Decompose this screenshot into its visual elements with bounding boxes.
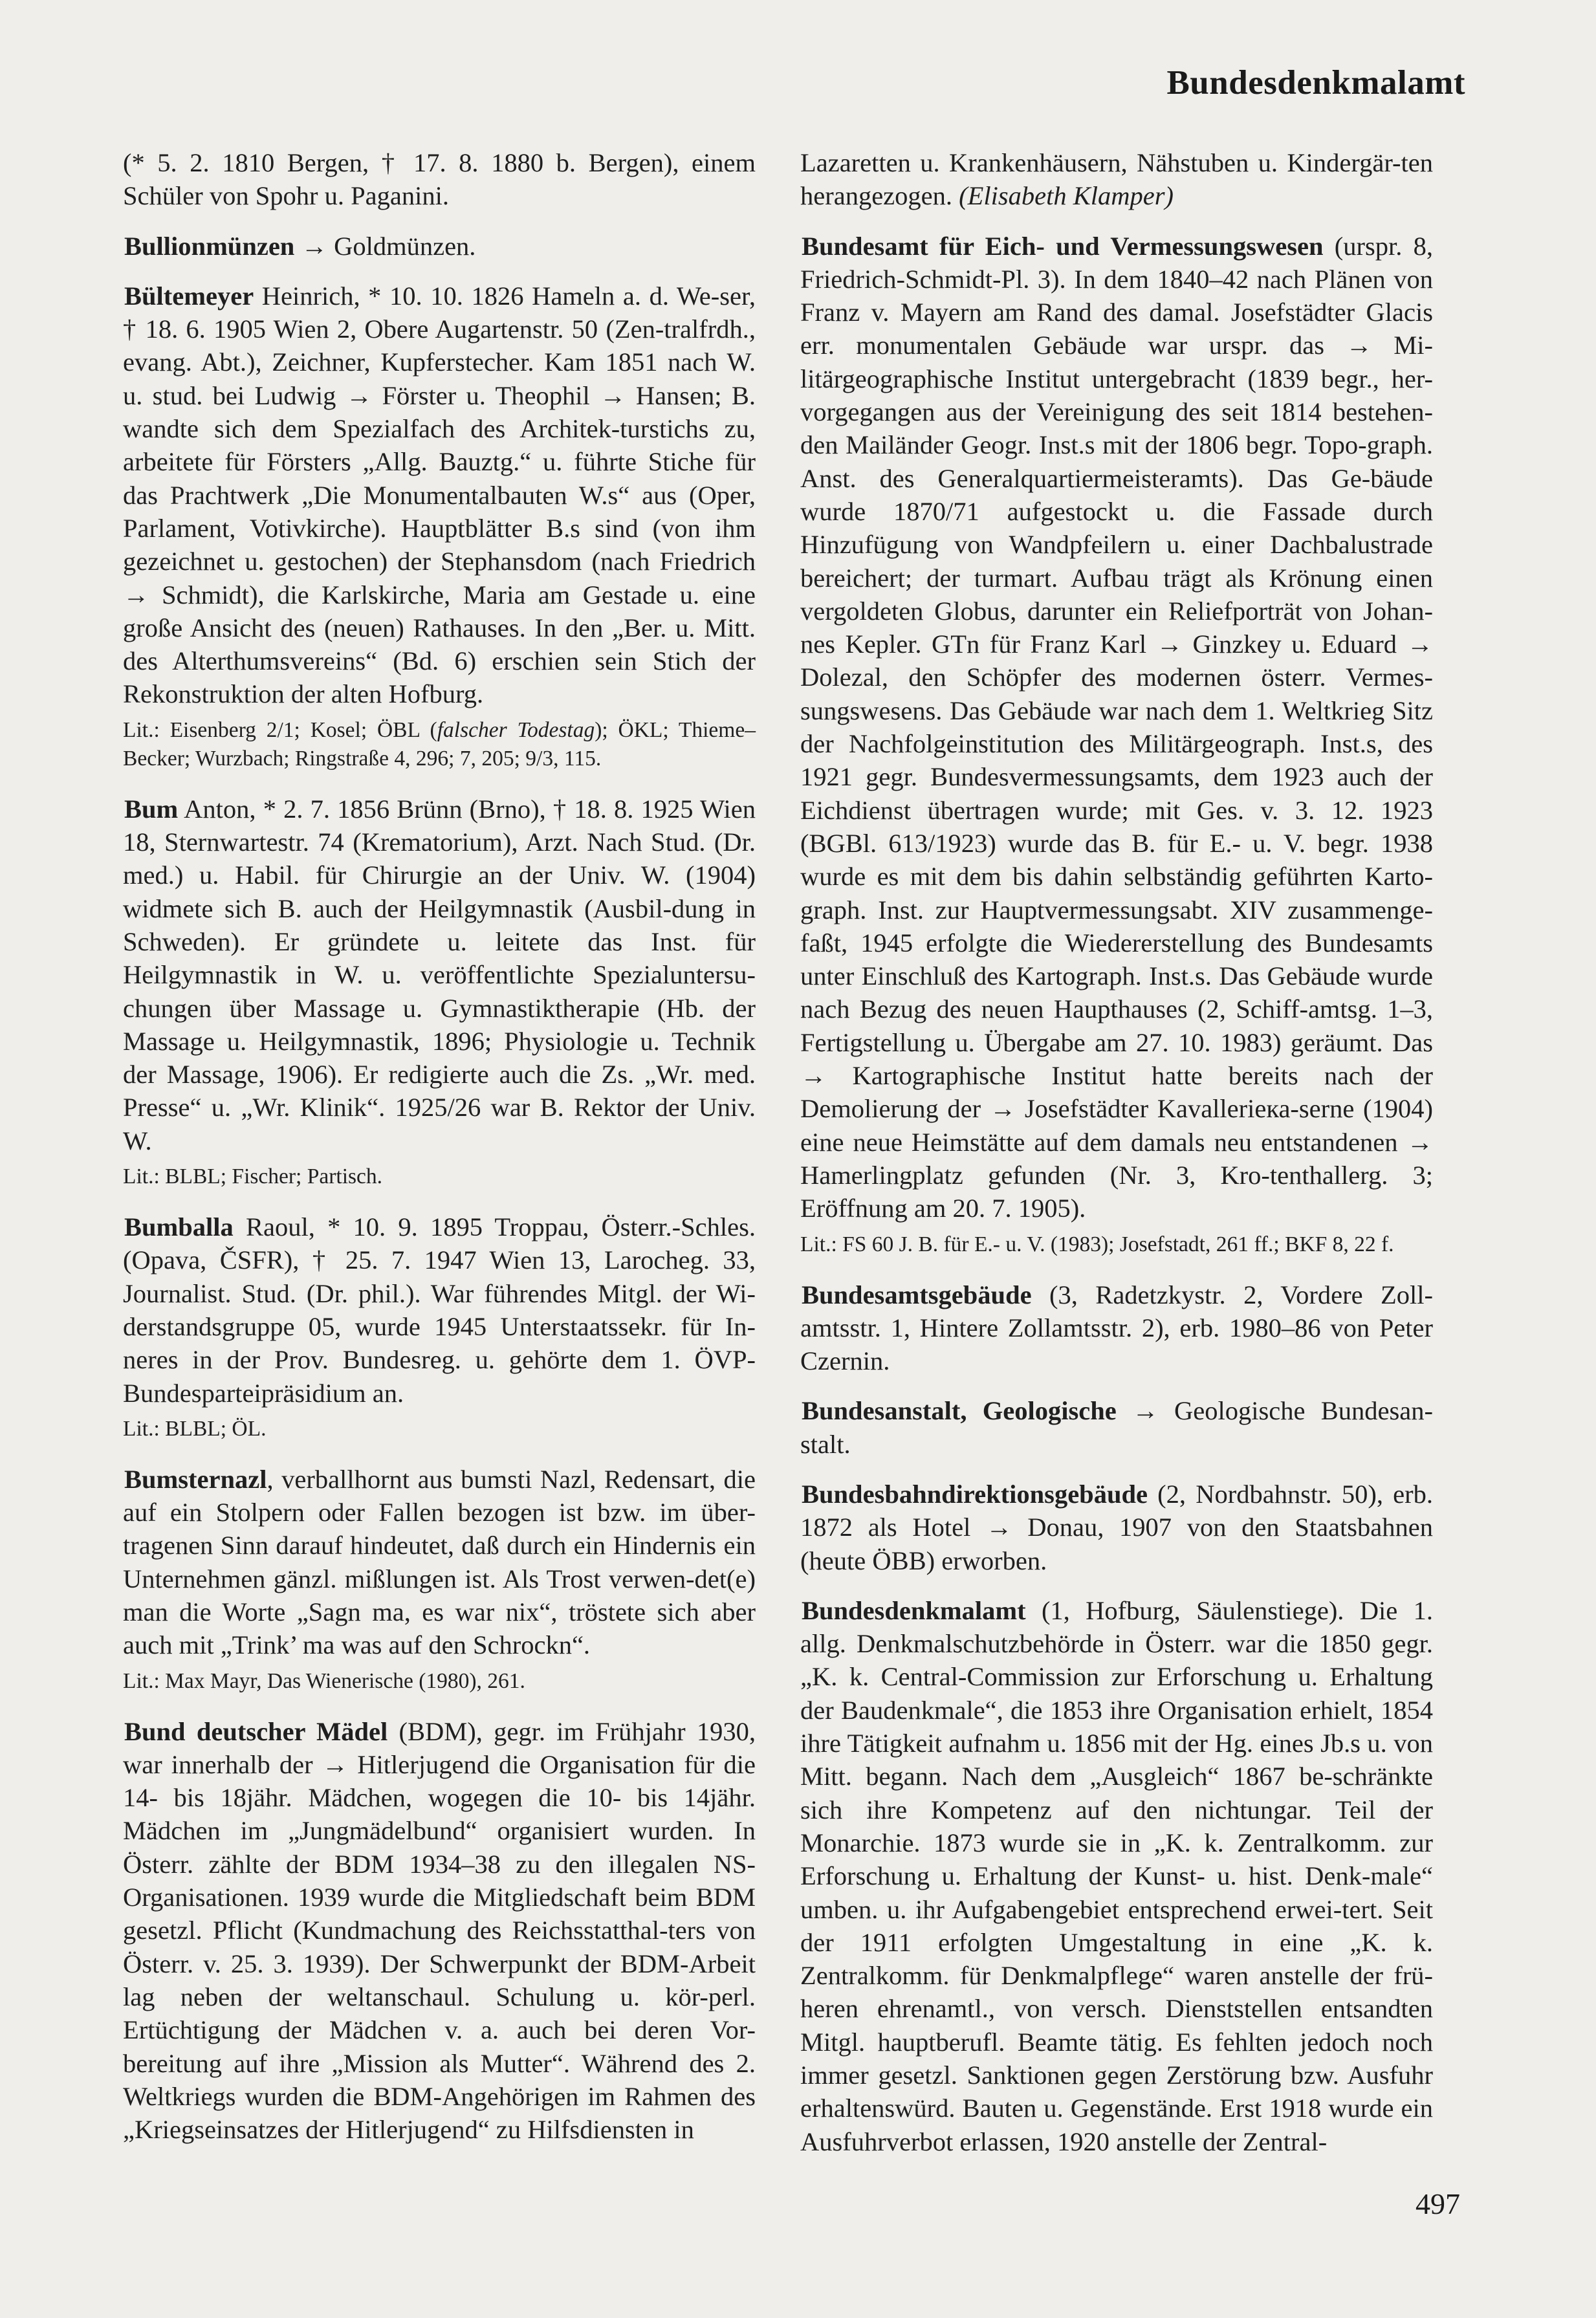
entry-bumballa <box>123 1210 756 1410</box>
headword: Bundesamtsgebäude <box>802 1280 1032 1309</box>
author-signature: (Elisabeth Klamper) <box>959 181 1174 211</box>
entry-bundesdenkmalamt <box>800 1594 1433 2158</box>
entry-bundesamtsgebaeude <box>800 1278 1433 1378</box>
entry-text: (urspr. 8, Friedrich-Schmidt-Pl. 3). In dem 1840–42 nach Plänen von Franz v. Mayern am Rand des damal. Josefstädter Glacis err. monumentalen Gebäude war urspr. das → Mi-litärgeographische Institut untergebracht (1839 begr., her-vorgegangen aus der Vereinigung des seit 1814 bestehen-den Mailänder Geogr. Inst.s mit der 1806 begr. Topo-graph. Anst. des Generalquartiermeisteramts). Das Ge-bäude wurde 1870/71 aufgestockt u. die Fassade durch Hinzufügung von Wandpfeilern u. einer Dachbalustrade bereichert; der turmart. Aufbau trägt als Krönung einen vergoldeten Globus, darunter ein Reliefporträt von Johan-nes Kepler. GTn für Franz Karl → Ginzkey u. Eduard → Dolezal, den Schöpfer des modernen österr. Vermes-sungswesens. Das Gebäude war nach dem 1. Weltkrieg Sitz der Nachfolgeinstitution des Militärgeograph. Inst.s, des 1921 gegr. Bundesvermessungsamts, dem 1923 auch der Eichdienst übertragen wurde; mit Ges. v. 3. 12. 1923 (BGBl. 613/1923) wurde das B. für E.- u. V. begr. 1938 wurde es mit dem bis dahin selbständig geführten Karto-graph. Inst. zur Hauptvermessungsabt. XIV zusammenge-faßt, 1945 erfolgte die Wiedererstellung des Bundesamts unter Einschluß des Kartograph. Inst.s. Das Gebäude wurde nach Bezug des neuen Haupthauses (2, Schiff-amtsg. 1–3, Fertigstellung u. Übergabe am 27. 10. 1983) geräumt. Das → Kartographische Institut hatte bereits nach der Demolierung der → Josefstädter Kavalleriека-serne (1904) eine neue Heimstätte auf dem damals neu entstandenen → Hamerlingplatz gefunden (Nr. 3, Kro-tenthallerg. 3; Eröffnung am 20. 7. 1905). <box>800 231 1433 1223</box>
entry-text: (1, Hofburg, Säulenstiege). Die 1. allg. Denkmalschutzbehörde in Österr. war die 1850 gegr. „K. k. Central-Commission zur Erforschung u. Erhaltung der Baudenkmale“, die 1853 ihre Organisation erhielt, 1854 ihre Tätigkeit aufnahm u. 1856 mit der Hg. eines Jb.s u. von Mitt. begann. Nach dem „Ausgleich“ 1867 be-schränkte sich ihre Kompetenz auf den nichtungar. Teil der Monarchie. 1873 wurde sie in „K. k. Zentralkomm. zur Erforschung u. Erhaltung der Kunst- u. hist. Denk-male“ umben. u. ihr Aufgabengebiet entsprechend erwei-tert. Seit der 1911 erfolgten Umgestaltung in eine „K. k. Zentralkomm. für Denkmalpflege“ waren anstelle der frü-heren ehrenamtl., von versch. Dienststellen entsandten Mitgl. hauptberufl. Beamte tätig. Es fehlten jedoch noch immer gesetzl. Sanktionen gegen Zerstörung bzw. Ausfuhr erhaltenswürd. Bauten u. Gegenstände. Erst 1918 wurde ein Ausfuhrverbot erlassen, 1920 anstelle der Zentral- <box>800 1595 1433 2156</box>
entry-text: Anton, * 2. 7. 1856 Brünn (Brno), † 18. 8. 1925 Wien 18, Sternwartestr. 74 (Krematorium), Arzt. Nach Stud. (Dr. med.) u. Habil. für Chirurgie an der Univ. W. (1904) widmete sich B. auch der Heilgymnastik (Ausbil-dung in Schweden). Er gründete u. leitete das Inst. für Heilgymnastik in W. u. veröffentlichte Spezialuntersu-chungen über Massage u. Gymnastiktherapie (Hb. der Massage u. Heilgymnastik, 1896; Physiologie u. Technik der Massage, 1906). Er redigierte auch die Zs. „Wr. med. Presse“ u. „Wr. Klinik“. 1925/26 war B. Rektor der Univ. W. <box>123 794 756 1155</box>
entry-continuation <box>123 146 756 213</box>
lit-text: ); ÖKL; Thieme–Becker; Wurzbach; Ringstraße 4, 296; 7, 205; 9/3, 115. <box>123 717 756 771</box>
headword: Bundesdenkmalamt <box>802 1595 1026 1625</box>
entry-bundesbahndirektionsgebaeude <box>800 1478 1433 1577</box>
headword: Bumsternazl <box>124 1464 267 1494</box>
entry-text: (* 5. 2. 1810 Bergen, † 17. 8. 1880 b. Bergen), einem Schüler von Spohr u. Paganini. <box>123 148 756 211</box>
headword: Bundesamt für Eich- und Vermessungswesen <box>802 231 1324 261</box>
running-head: Bundesdenkmalamt <box>1166 64 1465 102</box>
entry-bundesamt-eich-vermessung <box>800 230 1433 1225</box>
entry-text: , verballhornt aus bumsti Nazl, Redensart, die auf ein Stolpern oder Fallen bezogen ist bzw. im über-tragenen Sinn darauf hindeutet, daß durch ein Hindernis ein Unternehmen gänzl. mißlungen ist. Als Trost verwen-det(e) man die Worte „Sagn ma, es war nix“, tröstete sich aber auch mit „Trink’ ma was auf den Schrockn“. <box>123 1464 756 1660</box>
entry-bundesanstalt-geologische <box>800 1394 1433 1461</box>
literature-note: Lit.: FS 60 J. B. für E.- u. V. (1983); Josefstadt, 261 ff.; BKF 8, 22 f. <box>800 1232 1394 1256</box>
headword: Bullionmünzen <box>124 231 295 261</box>
headword: Bund deutscher Mädel <box>124 1716 388 1746</box>
entry-bullionmuenzen <box>123 230 756 263</box>
entry-text: Raoul, * 10. 9. 1895 Troppau, Österr.-Schles. (Opava, ČSFR), † 25. 7. 1947 Wien 13, Larocheg. 33, Journalist. Stud. (Dr. phil.). War führendes Mitgl. der Wi-derstandsgruppe 05, wurde 1945 Unterstaatssekr. für In-neres in der Prov. Bundesreg. u. gehörte dem 1. ÖVP-Bundesparteipräsidium an. <box>123 1212 756 1408</box>
entry-continuation <box>800 146 1433 213</box>
page-number: 497 <box>1416 2187 1460 2220</box>
entry-bund-deutscher-maedel <box>123 1715 756 2147</box>
left-column <box>123 146 756 2146</box>
entry-bueltemeyer <box>123 279 756 711</box>
entry-text: → Goldmünzen. <box>294 231 476 261</box>
literature-note: Lit.: Max Mayr, Das Wienerische (1980), 261. <box>123 1668 525 1693</box>
lit-italic: falscher Todestag <box>437 717 595 742</box>
literature-note <box>123 716 756 773</box>
lit-text: Lit.: Eisenberg 2/1; Kosel; ÖBL ( <box>123 717 437 742</box>
headword: Bum <box>124 794 179 824</box>
headword: Bültemeyer <box>124 281 254 311</box>
entry-text: (3, Radetzkystr. 2, Vordere Zoll-amtsstr. 1, Hintere Zollamtsstr. 2), erb. 1980–86 von Peter Czernin. <box>800 1280 1433 1376</box>
literature-note: Lit.: BLBL; ÖL. <box>123 1416 267 1441</box>
entry-text: (2, Nordbahnstr. 50), erb. 1872 als Hotel → Donau, 1907 von den Staatsbahnen (heute ÖBB) erworben. <box>800 1479 1433 1575</box>
entry-text: → Geologische Bundesan-stalt. <box>800 1396 1433 1459</box>
entry-text: Lazaretten u. Krankenhäusern, Nähstuben u. Kindergär-ten herangezogen. <box>800 148 1433 211</box>
literature-note: Lit.: BLBL; Fischer; Partisch. <box>123 1164 383 1189</box>
right-column <box>800 146 1433 2158</box>
headword: Bundesbahndirektionsgebäude <box>802 1479 1148 1509</box>
entry-bum <box>123 793 756 1157</box>
entry-text: Heinrich, * 10. 10. 1826 Hameln a. d. We-ser, † 18. 6. 1905 Wien 2, Obere Augartenstr. 50 (Zen-tralfrdh., evang. Abt.), Zeichner, Kupferstecher. Kam 1851 nach W. u. stud. bei Ludwig → Förster u. Theophil → Hansen; B. wandte sich dem Spezialfach des Architek-turstichs zu, arbeitete für Försters „Allg. Bauztg.“ u. führte Stiche für das Prachtwerk „Die Monumentalbauten W.s“ aus (Oper, Parlament, Votivkirche). Hauptblätter B.s sind (von ihm gezeichnet u. gestochen) der Stephansdom (nach Friedrich → Schmidt), die Karlskirche, Maria am Gestade u. eine große Ansicht des (neuen) Rathauses. In den „Ber. u. Mitt. des Alterthumsvereins“ (Bd. 6) erschien sein Stich der Rekonstruktion der alten Hofburg. <box>123 281 756 709</box>
entry-text: (BDM), gegr. im Frühjahr 1930, war innerhalb der → Hitlerjugend die Organisation für die 14- bis 18jähr. Mädchen, wogegen die 10- bis 14jähr. Mädchen im „Jungmädelbund“ organisiert wurden. In Österr. zählte der BDM 1934–38 zu den illegalen NS-Organisationen. 1939 wurde die Mitgliedschaft beim BDM gesetzl. Pflicht (Kundmachung des Reichsstatthal-ters von Österr. v. 25. 3. 1939). Der Schwerpunkt der BDM-Arbeit lag neben der weltanschaul. Schulung u. kör-perl. Ertüchtigung der Mädchen v. a. auch bei deren Vor-bereitung auf ihre „Mission als Mutter“. Während des 2. Weltkriegs wurden die BDM-Angehörigen im Rahmen des „Kriegseinsatzes der Hitlerjugend“ zu Hilfsdiensten in <box>123 1716 756 2145</box>
headword: Bundesanstalt, Geologische <box>802 1396 1117 1426</box>
entry-bumsternazl <box>123 1463 756 1662</box>
headword: Bumballa <box>124 1212 234 1242</box>
